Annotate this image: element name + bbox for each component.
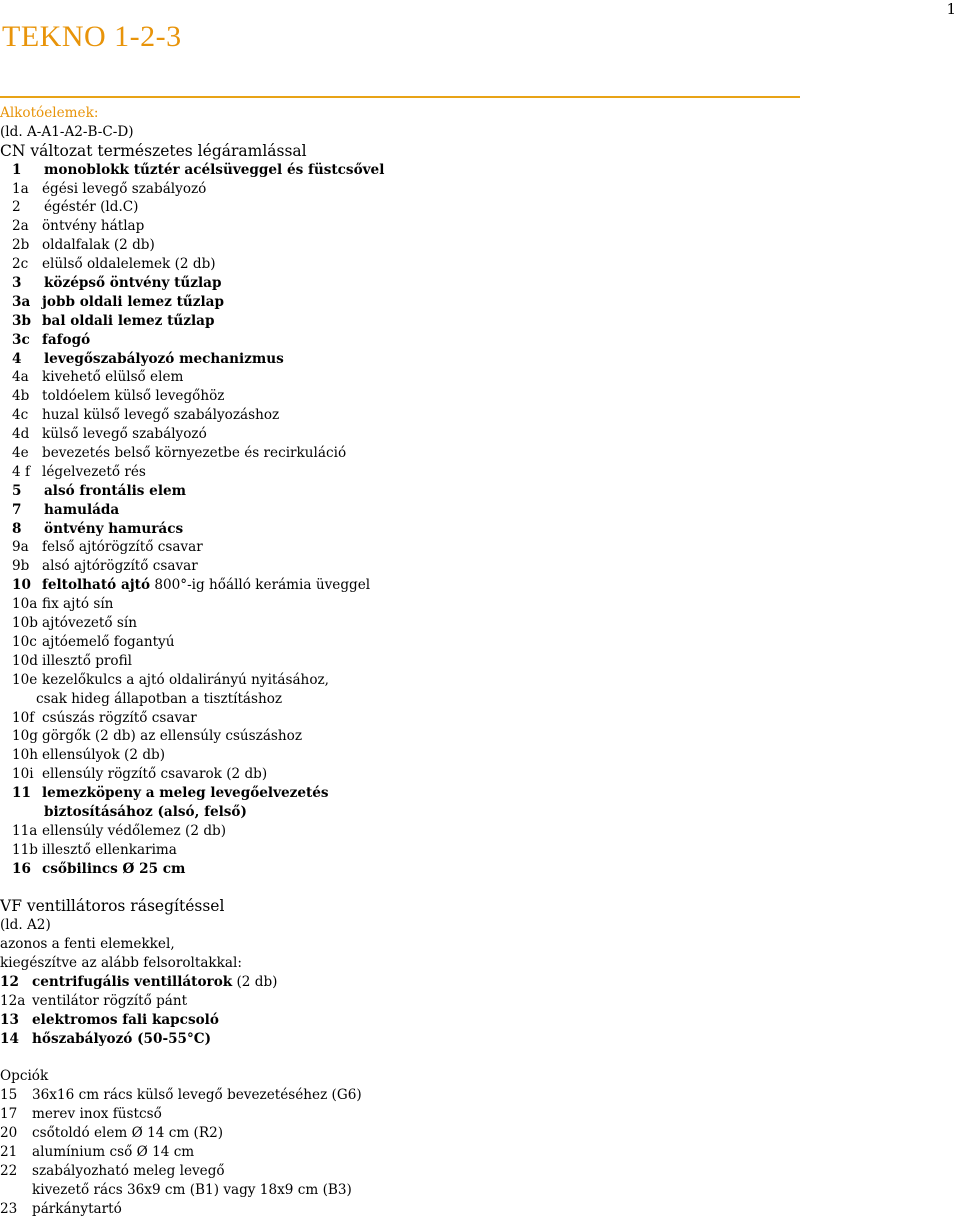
components-heading: Alkotóelemek:	[0, 105, 99, 121]
component-item-text: oldalfalak (2 db)	[42, 237, 155, 254]
vf-description-1: azonos a fenti elemekkel,	[0, 936, 175, 953]
option-item	[0, 1162, 940, 1181]
option-item-text: párkánytartó	[32, 1200, 122, 1217]
component-item-text-extra: 800°-ig hőálló kerámia üveggel	[150, 577, 371, 594]
component-item-code: 10c	[12, 633, 37, 650]
component-item-code: 3	[12, 275, 22, 292]
component-item	[0, 161, 940, 180]
component-item-code: 10g	[12, 728, 38, 745]
component-item	[0, 217, 940, 236]
option-item-code: 20	[0, 1125, 18, 1142]
option-item-code: 21	[0, 1143, 18, 1160]
component-item-code: 10i	[12, 766, 34, 783]
component-item	[0, 746, 940, 765]
component-item	[0, 482, 940, 501]
component-item	[0, 274, 940, 293]
component-item-text: jobb oldali lemez tűzlap	[42, 293, 224, 310]
component-item-code: 3a	[12, 293, 31, 310]
component-item-text: toldóelem külső levegőhöz	[42, 388, 225, 405]
component-item	[0, 312, 940, 331]
component-item-text: lemezköpeny a meleg levegőelvezetés	[42, 785, 329, 802]
option-item	[0, 1143, 940, 1162]
vf-item-code: 14	[0, 1030, 19, 1047]
component-item-code: 4b	[12, 388, 30, 405]
component-item-code: 8	[12, 520, 22, 537]
component-item-text: ellensúly védőlemez (2 db)	[42, 822, 227, 839]
component-item-code: 7	[12, 501, 22, 518]
document-body	[0, 104, 940, 1219]
component-item-code: 10f	[12, 709, 35, 726]
component-item-code: 11b	[12, 841, 38, 858]
component-item	[0, 595, 940, 614]
component-item-text: ellensúly rögzítő csavarok (2 db)	[42, 766, 268, 783]
component-item-code: 4	[12, 350, 22, 367]
component-item-code: 4a	[12, 369, 29, 386]
option-item-text: szabályozható meleg levegő	[32, 1162, 225, 1179]
component-item-text: középső öntvény tűzlap	[44, 275, 222, 292]
component-item-text: csőbilincs Ø 25 cm	[42, 860, 186, 877]
component-item-text: bevezetés belső környezetbe és recirkuláció	[42, 445, 347, 462]
vf-item	[0, 1030, 940, 1049]
options-heading: Opciók	[0, 1068, 49, 1085]
component-item-text: alsó frontális elem	[44, 482, 187, 499]
component-item	[0, 293, 940, 312]
component-item	[0, 180, 940, 199]
component-item	[0, 501, 940, 520]
option-item	[0, 1124, 940, 1143]
vf-items-list	[0, 973, 940, 1049]
vf-item-text: elektromos fali kapcsoló	[32, 1011, 219, 1028]
component-item	[0, 387, 940, 406]
vf-item-code: 12a	[0, 992, 26, 1009]
component-item-text: görgők (2 db) az ellensúly csúszáshoz	[42, 728, 303, 745]
component-item-text: illesztő profil	[42, 652, 132, 669]
vf-item	[0, 992, 940, 1011]
component-item-code: 2c	[12, 256, 29, 273]
component-item-code: 4 f	[12, 463, 31, 480]
component-item-text: bal oldali lemez tűzlap	[42, 312, 215, 329]
component-item	[0, 331, 940, 350]
component-item	[0, 350, 940, 369]
component-item	[0, 444, 940, 463]
option-item-text: alumínium cső Ø 14 cm	[32, 1143, 195, 1160]
vf-item	[0, 973, 940, 992]
component-item	[0, 860, 940, 879]
page-number: 1	[946, 0, 956, 18]
component-item	[0, 538, 940, 557]
component-item-code: 10	[12, 577, 31, 594]
option-item-code: 22	[0, 1162, 18, 1179]
component-item	[0, 406, 940, 425]
component-item-code: 1a	[12, 180, 29, 197]
option-item	[0, 1105, 940, 1124]
component-item-text: elülső oldalelemek (2 db)	[42, 256, 216, 273]
component-item	[0, 784, 940, 803]
vf-item-text: hőszabályozó (50-55°C)	[32, 1030, 212, 1047]
component-item-text: légelvezető rés	[42, 463, 146, 480]
component-item-code: 10h	[12, 747, 39, 764]
vf-item-code: 13	[0, 1011, 19, 1028]
component-item-code: 9a	[12, 539, 29, 556]
title-divider	[0, 96, 800, 98]
component-item-text: égési levegő szabályozó	[42, 180, 207, 197]
component-item-text: fix ajtó sín	[42, 596, 114, 613]
component-item-text: kivehető elülső elem	[42, 369, 184, 386]
component-item	[0, 463, 940, 482]
options-list	[0, 1086, 940, 1218]
vf-item-text: centrifugális ventillátorok	[32, 973, 233, 990]
component-item	[0, 557, 940, 576]
component-item	[0, 425, 940, 444]
component-item-code: 11	[12, 785, 31, 802]
component-item-text: ellensúlyok (2 db)	[42, 747, 166, 764]
vf-item-text: ventilátor rögzítő pánt	[32, 992, 188, 1009]
vf-variant-heading: VF ventillátoros rásegítéssel	[0, 897, 225, 916]
component-item	[0, 520, 940, 539]
component-item-code: 5	[12, 482, 22, 499]
component-item-text: alsó ajtórögzítő csavar	[42, 558, 198, 575]
component-item-code: 4e	[12, 445, 29, 462]
component-item-code: 9b	[12, 558, 30, 575]
component-item-text: kezelőkulcs a ajtó oldalirányú nyitásához,	[42, 671, 329, 688]
vf-reference: (ld. A2)	[0, 917, 51, 934]
components-reference: (ld. A-A1-A2-B-C-D)	[0, 123, 134, 140]
component-item-continuation: csak hideg állapotban a tisztításhoz	[36, 690, 283, 707]
vf-item	[0, 1011, 940, 1030]
component-item	[0, 236, 940, 255]
component-item-text: felső ajtórögzítő csavar	[42, 539, 203, 556]
option-item	[0, 1086, 940, 1105]
components-list	[0, 161, 940, 879]
component-item-text: ajtóemelő fogantyú	[42, 633, 175, 650]
option-item	[0, 1200, 940, 1219]
option-item-code: 23	[0, 1200, 18, 1217]
component-item	[0, 198, 940, 217]
component-item-text: levegőszabályozó mechanizmus	[44, 350, 284, 367]
component-item	[0, 255, 940, 274]
component-item	[0, 822, 940, 841]
component-item-text: öntvény hátlap	[42, 218, 145, 235]
page-title: TEKNO 1-2-3	[2, 20, 182, 53]
component-item	[0, 652, 940, 671]
component-item	[0, 841, 940, 860]
component-item	[0, 765, 940, 784]
component-item-text: csúszás rögzítő csavar	[42, 709, 197, 726]
component-item-text: fafogó	[42, 331, 91, 348]
option-item-code: 17	[0, 1106, 18, 1123]
component-item-code: 1	[12, 161, 22, 178]
option-item-text: merev inox füstcső	[32, 1106, 162, 1123]
component-item-code: 2	[12, 199, 21, 216]
component-item-code: 4c	[12, 407, 29, 424]
option-item-text: 36x16 cm rács külső levegő bevezetéséhez (G6)	[32, 1087, 362, 1104]
component-item	[0, 576, 940, 595]
component-item-code: 10d	[12, 652, 38, 669]
component-item-continuation: biztosításához (alsó, felső)	[44, 803, 247, 820]
component-item-code: 16	[12, 860, 31, 877]
component-item-code: 3c	[12, 331, 30, 348]
component-item-code: 10b	[12, 615, 38, 632]
component-item-text: égéstér (ld.C)	[44, 199, 139, 216]
component-item-code: 4d	[12, 426, 30, 443]
component-item-text: huzal külső levegő szabályozáshoz	[42, 407, 280, 424]
component-item-text: külső levegő szabályozó	[42, 426, 207, 443]
component-item-text: ajtóvezető sín	[42, 615, 137, 632]
option-item-code: 15	[0, 1087, 18, 1104]
component-item	[0, 671, 940, 690]
option-item-text: csőtoldó elem Ø 14 cm (R2)	[32, 1125, 224, 1142]
component-item-text: hamuláda	[44, 501, 120, 518]
cn-variant-heading: CN változat természetes légáramlással	[0, 141, 307, 160]
component-item	[0, 727, 940, 746]
component-item-code: 10a	[12, 596, 38, 613]
vf-description-2: kiegészítve az alább felsoroltakkal:	[0, 955, 242, 972]
component-item	[0, 709, 940, 728]
component-item-text: öntvény hamurács	[44, 520, 184, 537]
component-item-code: 10e	[12, 671, 38, 688]
component-item-text: illesztő ellenkarima	[42, 841, 177, 858]
component-item-code: 2a	[12, 218, 29, 235]
component-item-code: 3b	[12, 312, 31, 329]
component-item	[0, 633, 940, 652]
option-item-continuation: kivezető rács 36x9 cm (B1) vagy 18x9 cm (B3)	[32, 1181, 352, 1198]
vf-item-text-extra: (2 db)	[232, 973, 278, 990]
component-item	[0, 614, 940, 633]
component-item	[0, 368, 940, 387]
vf-item-code: 12	[0, 973, 19, 990]
component-item-code: 11a	[12, 822, 38, 839]
component-item-text: monoblokk tűztér acélsüveggel és füstcsővel	[44, 161, 385, 178]
component-item-text: feltolható ajtó	[42, 577, 151, 594]
component-item-code: 2b	[12, 237, 30, 254]
